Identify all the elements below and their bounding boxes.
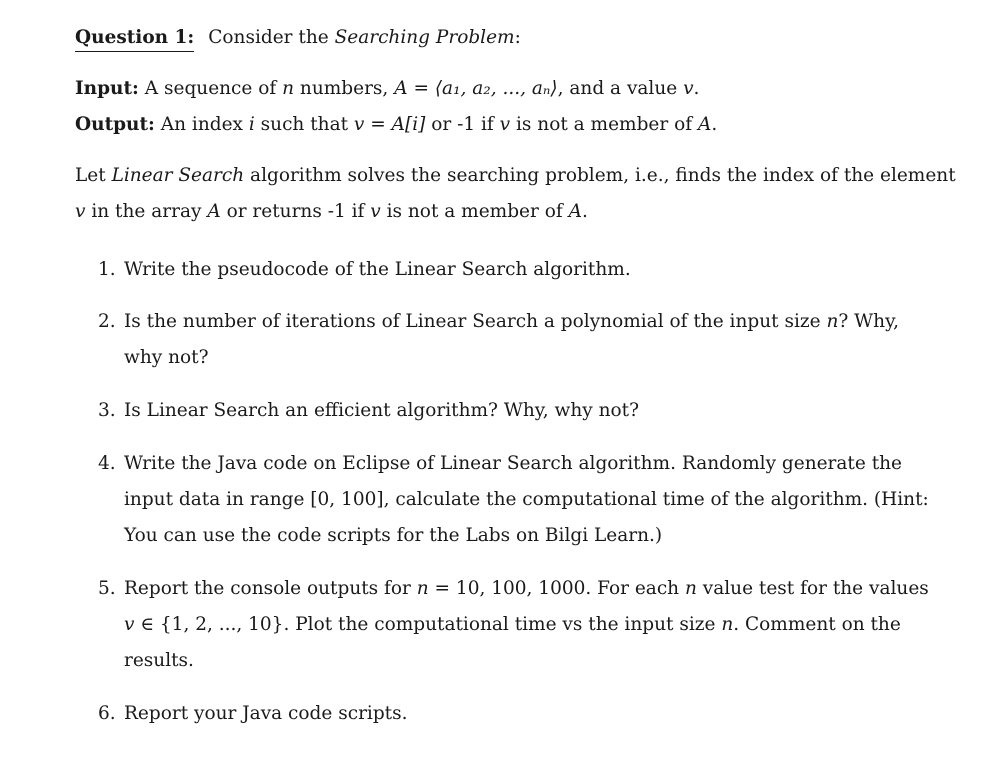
item5-l1-n: n — [416, 578, 429, 599]
list-item-4-line-3: You can use the code scripts for the Labs on Bilgi Learn.) — [124, 525, 663, 546]
item5-l1-b: = 10, 100, 1000. For each — [428, 578, 685, 599]
para-l2-d: . — [581, 201, 588, 222]
input-formula: A = ⟨a₁, a₂, ..., aₙ⟩ — [394, 78, 558, 99]
intro-emph: Searching Problem — [334, 27, 515, 48]
input-text-d: . — [693, 78, 700, 99]
para-l2-v: v — [75, 201, 86, 222]
list-item-number: 3. — [98, 400, 116, 421]
list-item-number: 2. — [98, 311, 116, 332]
item2-l1-n: n — [826, 311, 839, 332]
list-item-1-text: Write the pseudocode of the Linear Search algorithm. — [124, 259, 631, 280]
input-definition — [75, 78, 699, 100]
item5-l1-a: Report the console outputs for — [124, 578, 417, 599]
output-label: Output: — [75, 114, 155, 135]
output-formula: v = A[i] — [353, 114, 426, 135]
item5-l2-n: n — [721, 614, 734, 635]
output-text-b: such that — [254, 114, 354, 135]
input-v: v — [683, 78, 694, 99]
input-n: n — [282, 78, 295, 99]
item4-l2-b: , calculate the computational time of the algorithm. (Hint: — [383, 489, 929, 510]
para-l2-A: A — [207, 201, 221, 222]
list-item-6-text: Report your Java code scripts. — [124, 703, 408, 724]
input-text-b: numbers, — [294, 78, 395, 99]
list-item-2-line-1 — [124, 311, 899, 333]
intro-suffix: : — [514, 27, 521, 48]
list-item-4-line-1: Write the Java code on Eclipse of Linear Search algorithm. Randomly generate the — [124, 453, 902, 474]
paragraph-line-2 — [75, 201, 588, 223]
list-item-number: 1. — [98, 259, 116, 280]
list-item-5-line-1 — [124, 578, 929, 600]
para-l1-emph: Linear Search — [111, 165, 245, 186]
list-item-number: 5. — [98, 578, 116, 599]
item2-l1-b: ? Why, — [838, 311, 899, 332]
item4-l2-a: input data in range — [124, 489, 311, 510]
para-l2-A2: A — [568, 201, 582, 222]
output-text-d: is not a member of — [510, 114, 698, 135]
output-v: v — [499, 114, 511, 135]
input-label: Input: — [75, 78, 139, 99]
item4-l2-range: [0, 100] — [310, 489, 384, 510]
para-l2-v2: v — [370, 201, 381, 222]
output-A: A — [697, 114, 712, 135]
list-item-5-line-3: results. — [124, 650, 194, 671]
item2-l1-a: Is the number of iterations of Linear Search a polynomial of the input size — [124, 311, 827, 332]
output-text-e: . — [711, 114, 718, 135]
item5-l1-c: value test for the values — [696, 578, 929, 599]
list-item-number: 6. — [98, 703, 116, 724]
para-l2-a: in the array — [85, 201, 208, 222]
item5-l2-b: . Comment on the — [733, 614, 901, 635]
question-label: Question 1: — [75, 27, 194, 52]
list-item-3-text: Is Linear Search an efficient algorithm? Why, why not? — [124, 400, 639, 421]
list-item-number: 4. — [98, 453, 116, 474]
input-text-c: , and a value — [557, 78, 684, 99]
item5-l1-n2: n — [684, 578, 697, 599]
para-l1-b: algorithm solves the searching problem, i.e., finds the index of the element — [244, 165, 956, 186]
para-l1-a: Let — [75, 165, 112, 186]
list-item-4-line-2 — [124, 489, 929, 511]
para-l2-b: or returns -1 if — [220, 201, 371, 222]
list-item-2-line-2: why not? — [124, 347, 209, 368]
item5-l2-v: v — [124, 614, 135, 635]
output-definition — [75, 114, 717, 136]
question-intro — [208, 27, 521, 48]
output-i: i — [248, 114, 255, 135]
paragraph-line-1 — [75, 165, 956, 187]
para-l2-c: is not a member of — [380, 201, 569, 222]
input-text-a: A sequence of — [138, 78, 283, 99]
question-title — [75, 27, 521, 52]
output-text-c: or -1 if — [425, 114, 500, 135]
list-item-5-line-2 — [124, 614, 901, 636]
item5-l2-a: ∈ {1, 2, ..., 10}. Plot the computational time vs the input size — [134, 614, 722, 635]
output-text-a: An index — [154, 114, 249, 135]
intro-prefix: Consider the — [208, 27, 335, 48]
